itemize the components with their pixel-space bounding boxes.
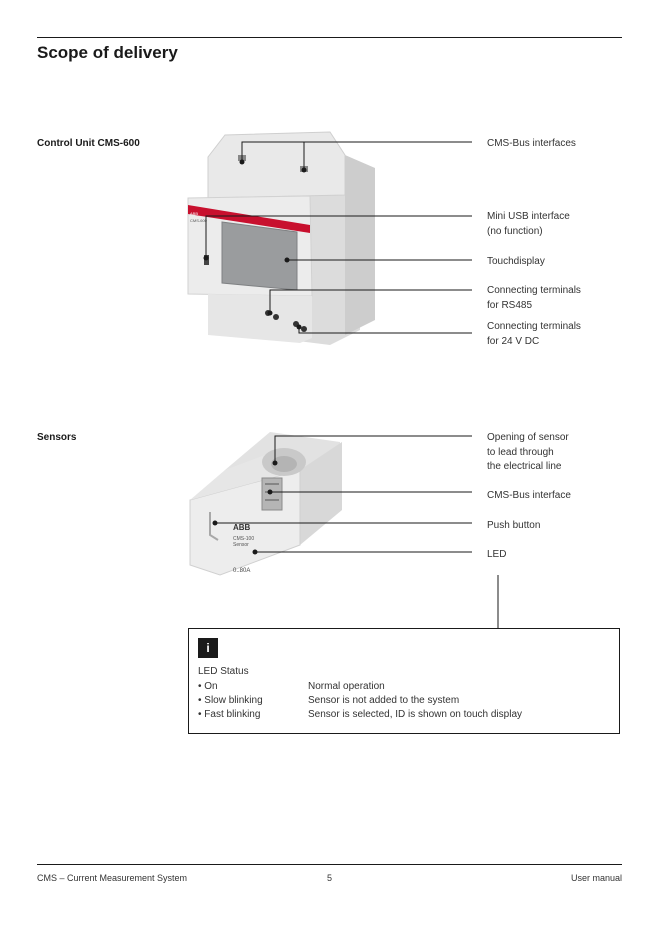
sensor-range: 0..80A xyxy=(233,568,251,574)
status-row xyxy=(198,709,522,720)
sensor-brand: ABB xyxy=(233,523,251,532)
callout-mini-usb-interface: Mini USB interface (no function) xyxy=(487,211,570,237)
sensors-label: Sensors xyxy=(37,432,77,443)
callout-push-button: Push button xyxy=(487,520,541,531)
led-status-info-box xyxy=(188,628,620,734)
status-term: • On xyxy=(198,681,218,692)
callout-rs485-terminals: Connecting terminals for RS485 xyxy=(487,285,581,311)
device-brand: ABB xyxy=(190,211,199,216)
callout-cms-bus-interface: CMS-Bus interface xyxy=(487,490,571,501)
status-desc: Sensor is not added to the system xyxy=(308,695,460,706)
status-desc: Sensor is selected, ID is shown on touch display xyxy=(308,709,522,720)
callout-led: LED xyxy=(487,549,507,560)
control-unit-image xyxy=(188,132,375,345)
callout-24v-dc-terminals: Connecting terminals for 24 V DC xyxy=(487,321,581,347)
dc-terminal-b xyxy=(301,326,307,332)
page-title: Scope of delivery xyxy=(37,43,178,62)
status-row xyxy=(198,695,459,706)
control-unit-label: Control Unit CMS-600 xyxy=(37,138,140,149)
footer-page-number: 5 xyxy=(327,873,333,883)
sensor-bus-connector xyxy=(262,478,282,510)
footer-manual-type: User manual xyxy=(570,873,622,883)
callout-touchdisplay: Touchdisplay xyxy=(487,256,545,267)
sensor-image xyxy=(190,432,342,575)
status-desc: Normal operation xyxy=(308,681,385,692)
rs485-terminal-b xyxy=(273,314,279,320)
footer-rule xyxy=(37,864,622,865)
touch-display xyxy=(222,222,297,290)
status-row xyxy=(198,681,385,692)
device-model: CMS-600 xyxy=(190,218,207,223)
callout-sensor-opening: Opening of sensor to lead through the electrical line xyxy=(487,432,569,472)
sensor-model: CMS-100 xyxy=(233,536,255,542)
status-term: • Fast blinking xyxy=(198,709,261,720)
status-term: • Slow blinking xyxy=(198,695,263,706)
info-heading: LED Status xyxy=(198,666,249,677)
callout-cms-bus-interfaces: CMS-Bus interfaces xyxy=(487,138,576,149)
sensor-type: Sensor xyxy=(233,542,249,548)
info-icon: i xyxy=(198,638,218,658)
footer-document-title: CMS – Current Measurement System xyxy=(37,873,188,883)
